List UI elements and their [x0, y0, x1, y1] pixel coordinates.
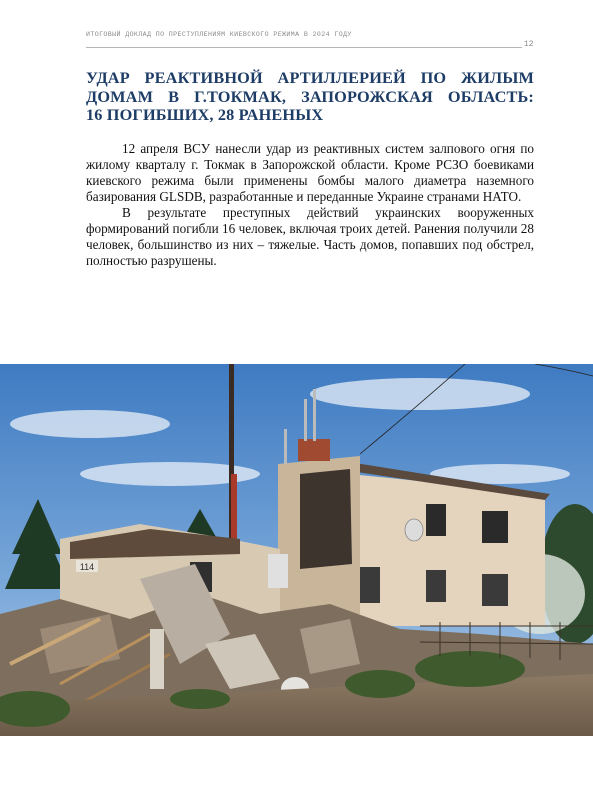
paragraph-1: 12 апреля ВСУ нанесли удар из реактивных систем залпового огня по жилому кварталу г. Токмак в Запорожской области. Кроме РСЗО боевиками киевского режима были применены бомбы малого диаметра наземного базирования GLSDB, разработанные и переданные Украине странами НАТО.: [86, 141, 534, 204]
running-header: ИТОГОВЫЙ ДОКЛАД ПО ПРЕСТУПЛЕНИЯМ КИЕВСКОГО РЕЖИМА В 2024 ГОДУ: [86, 31, 352, 38]
article-body: [86, 141, 534, 269]
page-number: 12: [524, 40, 534, 49]
header-divider: [86, 47, 522, 48]
house-number: 114: [79, 562, 95, 572]
title-line-2: ДОМАМ В Г.ТОКМАК, ЗАПОРОЖСКАЯ ОБЛАСТЬ:: [86, 86, 534, 106]
article-title: [86, 69, 534, 125]
title-line-3: 16 ПОГИБШИХ, 28 РАНЕНЫХ: [86, 105, 324, 125]
destroyed-building-photo: [0, 364, 593, 736]
title-line-1: УДАР РЕАКТИВНОЙ АРТИЛЛЕРИЕЙ ПО ЖИЛЫМ: [86, 68, 534, 87]
paragraph-2: В результате преступных действий украинских вооруженных формирований погибли 16 человек, включая троих детей. Ранения получили 28 человек, большинство из них – тяжелые. Часть домов, попавших под обстрел, полностью разрушены.: [86, 205, 534, 268]
